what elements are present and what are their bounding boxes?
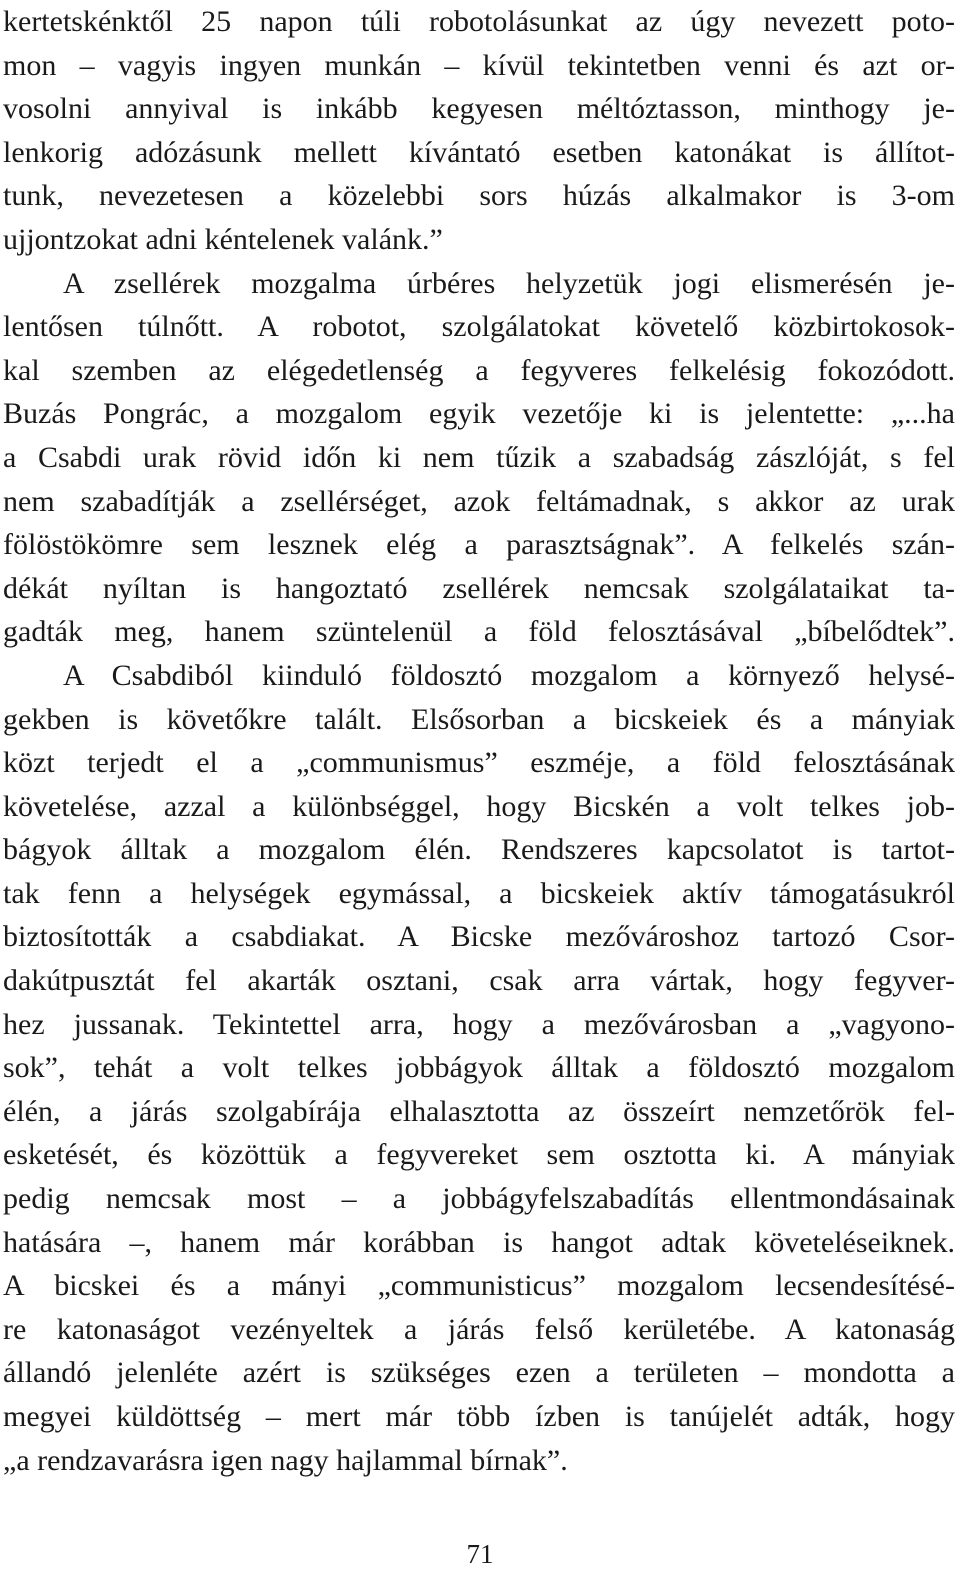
text-line: esketését, és közöttük a fegyvereket sem osztotta ki. A mányiak	[3, 1138, 955, 1172]
text-line: A zsellérek mozgalma úrbéres helyzetük jogi elismerésén je-	[63, 266, 955, 300]
text-line: mon – vagyis ingyen munkán – kívül tekintetben venni és azt or-	[3, 48, 955, 82]
text-line: nem szabadítják a zsellérséget, azok feltámadnak, s akkor az urak	[3, 484, 955, 518]
text-line: hez jussanak. Tekintettel arra, hogy a mezővárosban a „vagyono-	[3, 1007, 955, 1041]
text-line: dékát nyíltan is hangoztató zsellérek nemcsak szolgálataikat ta-	[3, 571, 955, 605]
text-line: pedig nemcsak most – a jobbágyfelszabadítás ellentmondásainak	[3, 1182, 955, 1216]
text-line: gekben is követőkre talált. Elsősorban a bicskeiek és a mányiak	[3, 702, 955, 736]
text-line: kal szemben az elégedetlenség a fegyveres felkelésig fokozódott.	[3, 353, 955, 387]
text-line: lenkorig adózásunk mellett kívántató esetben katonákat is állítot-	[3, 135, 955, 169]
text-line: dakútpusztát fel akarták osztani, csak arra vártak, hogy fegyver-	[3, 964, 955, 998]
page-number: 71	[466, 1539, 494, 1569]
text-line: bágyok álltak a mozgalom élén. Rendszeres kapcsolatot is tartot-	[3, 833, 955, 867]
text-line: ujjontzokat adni kéntelenek valánk.”	[3, 222, 443, 256]
text-line: állandó jelenléte azért is szükséges ezen a területen – mondotta a	[3, 1356, 955, 1390]
text-line: élén, a járás szolgabírája elhalasztotta az összeírt nemzetőrök fel-	[3, 1094, 955, 1128]
text-line: „a rendzavarásra igen nagy hajlammal bírnak”.	[3, 1443, 568, 1477]
text-line: biztosították a csabdiakat. A Bicske mezővároshoz tartozó Csor-	[3, 920, 955, 954]
text-line: közt terjedt el a „communismus” eszméje, a föld felosztásának	[3, 746, 955, 780]
text-line: követelése, azzal a különbséggel, hogy Bicskén a volt telkes job-	[3, 789, 955, 823]
text-line: hatására –, hanem már korábban is hangot adtak követeléseiknek.	[3, 1225, 955, 1259]
text-line: re katonaságot vezényeltek a járás felső kerületébe. A katonaság	[3, 1312, 955, 1346]
text-line: Buzás Pongrác, a mozgalom egyik vezetője ki is jelentette: „...ha	[3, 397, 955, 431]
text-line: gadták meg, hanem szüntelenül a föld felosztásával „bíbelődtek”.	[3, 615, 955, 649]
body-text	[3, 0, 955, 1482]
text-line: tak fenn a helységek egymással, a bicskeiek aktív támogatásukról	[3, 876, 955, 910]
text-line: lentősen túlnőtt. A robotot, szolgálatokat követelő közbirtokosok-	[3, 310, 955, 344]
text-line: a Csabdi urak rövid időn ki nem tűzik a szabadság zászlóját, s fel	[3, 440, 955, 474]
text-line: tunk, nevezetesen a közelebbi sors húzás alkalmakor is 3-om	[3, 179, 955, 213]
text-line: fölöstökömre sem lesznek elég a parasztságnak”. A felkelés szán-	[3, 528, 955, 562]
text-line: kertetskénktől 25 napon túli robotolásunkat az úgy nevezett poto-	[3, 5, 955, 38]
text-line: vosolni annyival is inkább kegyesen méltóztasson, minthogy je-	[3, 92, 955, 126]
text-line: A bicskei és a mányi „communisticus” mozgalom lecsendesítésé-	[3, 1269, 955, 1303]
text-line: A Csabdiból kiinduló földosztó mozgalom a környező helysé-	[63, 658, 955, 692]
text-line: sok”, tehát a volt telkes jobbágyok álltak a földosztó mozgalom	[3, 1051, 955, 1085]
text-line: megyei küldöttség – mert már több ízben is tanújelét adták, hogy	[3, 1400, 955, 1433]
